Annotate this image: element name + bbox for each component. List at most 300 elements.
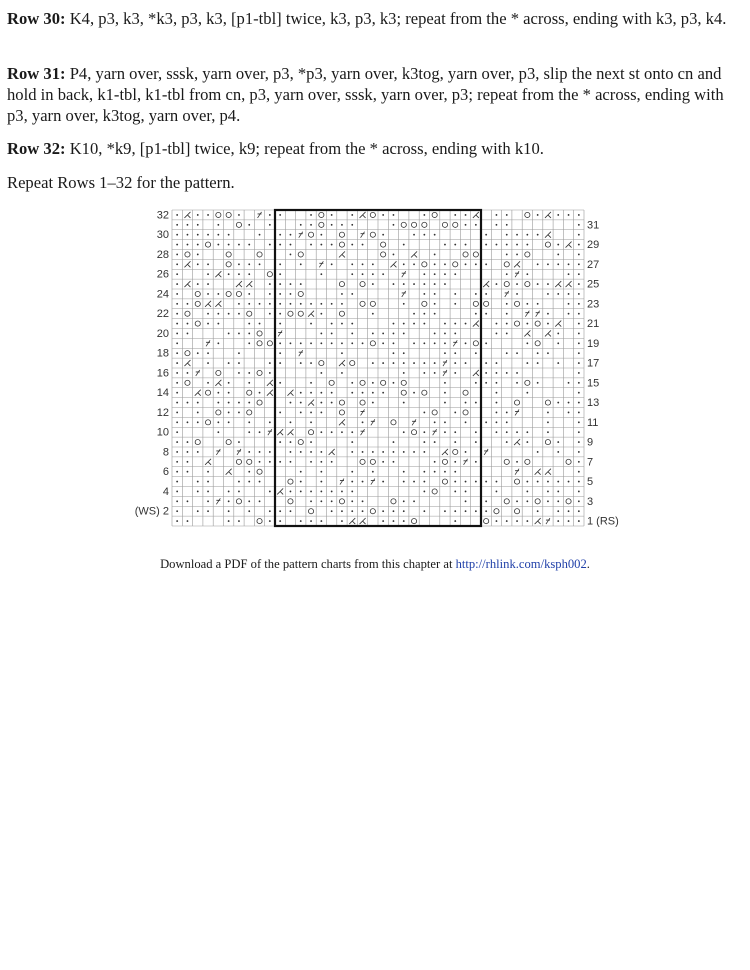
purl-dot-mark <box>547 313 549 315</box>
purl-dot-mark <box>331 323 333 325</box>
purl-dot-mark <box>423 451 425 453</box>
purl-dot-mark <box>279 510 281 512</box>
purl-dot-mark <box>496 224 498 226</box>
purl-dot-mark <box>269 451 271 453</box>
purl-dot-mark <box>248 224 250 226</box>
purl-dot-mark <box>372 273 374 275</box>
purl-dot-mark <box>413 313 415 315</box>
purl-dot-mark <box>176 283 178 285</box>
purl-dot-mark <box>217 234 219 236</box>
purl-dot-mark <box>496 323 498 325</box>
purl-dot-mark <box>320 491 322 493</box>
purl-dot-mark <box>228 520 230 522</box>
purl-dot-mark <box>300 342 302 344</box>
purl-dot-mark <box>228 382 230 384</box>
purl-dot-mark <box>300 412 302 414</box>
purl-dot-mark <box>300 263 302 265</box>
purl-dot-mark <box>496 392 498 394</box>
purl-dot-mark <box>351 510 353 512</box>
purl-dot-mark <box>310 303 312 305</box>
row-label-right: 25 <box>587 278 600 291</box>
purl-dot-mark <box>176 491 178 493</box>
purl-dot-mark <box>176 254 178 256</box>
purl-dot-mark <box>475 313 477 315</box>
purl-dot-mark <box>578 254 580 256</box>
purl-dot-mark <box>557 214 559 216</box>
purl-dot-mark <box>506 421 508 423</box>
purl-dot-mark <box>423 293 425 295</box>
row-text: K10, *k9, [p1-tbl] twice, k9; repeat from the * across, ending with k10. <box>65 139 544 158</box>
purl-dot-mark <box>310 491 312 493</box>
purl-dot-mark <box>187 323 189 325</box>
purl-dot-mark <box>434 461 436 463</box>
purl-dot-mark <box>269 224 271 226</box>
purl-dot-mark <box>578 500 580 502</box>
purl-dot-mark <box>382 392 384 394</box>
purl-dot-mark <box>557 293 559 295</box>
purl-dot-mark <box>506 224 508 226</box>
purl-dot-mark <box>434 293 436 295</box>
purl-dot-mark <box>578 510 580 512</box>
purl-dot-mark <box>403 303 405 305</box>
purl-dot-mark <box>444 323 446 325</box>
purl-dot-mark <box>393 382 395 384</box>
purl-dot-mark <box>300 471 302 473</box>
purl-dot-mark <box>485 481 487 483</box>
purl-dot-mark <box>217 244 219 246</box>
purl-dot-mark <box>413 451 415 453</box>
row-label-left: 18 <box>156 347 169 360</box>
purl-dot-mark <box>496 402 498 404</box>
purl-dot-mark <box>176 510 178 512</box>
purl-dot-mark <box>279 342 281 344</box>
purl-dot-mark <box>434 421 436 423</box>
purl-dot-mark <box>578 520 580 522</box>
purl-dot-mark <box>578 352 580 354</box>
purl-dot-mark <box>465 510 467 512</box>
purl-dot-mark <box>197 510 199 512</box>
purl-dot-mark <box>176 372 178 374</box>
purl-dot-mark <box>238 402 240 404</box>
purl-dot-mark <box>197 234 199 236</box>
purl-dot-mark <box>176 500 178 502</box>
purl-dot-mark <box>413 283 415 285</box>
purl-dot-mark <box>454 481 456 483</box>
purl-dot-mark <box>290 293 292 295</box>
purl-dot-mark <box>259 481 261 483</box>
row-label-left: 8 <box>162 446 169 459</box>
purl-dot-mark <box>279 412 281 414</box>
purl-dot-mark <box>423 510 425 512</box>
purl-dot-mark <box>506 273 508 275</box>
row-label: Row 30: <box>7 9 66 28</box>
purl-dot-mark <box>516 254 518 256</box>
purl-dot-mark <box>372 313 374 315</box>
purl-dot-mark <box>320 412 322 414</box>
purl-dot-mark <box>496 214 498 216</box>
purl-dot-mark <box>310 520 312 522</box>
purl-dot-mark <box>248 333 250 335</box>
purl-dot-mark <box>187 500 189 502</box>
purl-dot-mark <box>187 520 189 522</box>
purl-dot-mark <box>496 244 498 246</box>
purl-dot-mark <box>310 342 312 344</box>
purl-dot-mark <box>228 491 230 493</box>
purl-dot-mark <box>506 214 508 216</box>
row-label-right: 19 <box>587 337 600 350</box>
purl-dot-mark <box>351 481 353 483</box>
purl-dot-mark <box>413 392 415 394</box>
purl-dot-mark <box>176 293 178 295</box>
purl-dot-mark <box>351 244 353 246</box>
row-label-right: 5 <box>587 476 594 489</box>
purl-dot-mark <box>248 273 250 275</box>
purl-dot-mark <box>269 293 271 295</box>
purl-dot-mark <box>537 283 539 285</box>
purl-dot-mark <box>279 441 281 443</box>
purl-dot-mark <box>279 323 281 325</box>
purl-dot-mark <box>248 263 250 265</box>
purl-dot-mark <box>320 431 322 433</box>
purl-dot-mark <box>578 372 580 374</box>
purl-dot-mark <box>279 244 281 246</box>
purl-dot-mark <box>351 392 353 394</box>
purl-dot-mark <box>279 461 281 463</box>
purl-dot-mark <box>506 303 508 305</box>
purl-dot-mark <box>341 303 343 305</box>
purl-dot-mark <box>362 392 364 394</box>
purl-dot-mark <box>269 421 271 423</box>
purl-dot-mark <box>197 244 199 246</box>
purl-dot-mark <box>187 244 189 246</box>
purl-dot-mark <box>238 520 240 522</box>
purl-dot-mark <box>526 392 528 394</box>
purl-dot-mark <box>269 510 271 512</box>
purl-dot-mark <box>207 263 209 265</box>
purl-dot-mark <box>547 352 549 354</box>
purl-dot-mark <box>300 362 302 364</box>
purl-dot-mark <box>434 313 436 315</box>
purl-dot-mark <box>259 263 261 265</box>
purl-dot-mark <box>496 431 498 433</box>
purl-dot-mark <box>423 372 425 374</box>
row-label-left: 24 <box>156 288 169 301</box>
purl-dot-mark <box>413 362 415 364</box>
purl-dot-mark <box>454 293 456 295</box>
purl-dot-mark <box>238 372 240 374</box>
purl-dot-mark <box>578 244 580 246</box>
purl-dot-mark <box>320 392 322 394</box>
purl-dot-mark <box>475 263 477 265</box>
purl-dot-mark <box>382 342 384 344</box>
purl-dot-mark <box>290 283 292 285</box>
purl-dot-mark <box>485 500 487 502</box>
purl-dot-mark <box>176 333 178 335</box>
purl-dot-mark <box>207 293 209 295</box>
purl-dot-mark <box>238 352 240 354</box>
purl-dot-mark <box>176 441 178 443</box>
purl-dot-mark <box>434 273 436 275</box>
purl-dot-mark <box>238 412 240 414</box>
purl-dot-mark <box>320 234 322 236</box>
purl-dot-mark <box>176 471 178 473</box>
purl-dot-mark <box>496 283 498 285</box>
purl-dot-mark <box>403 471 405 473</box>
purl-dot-mark <box>444 382 446 384</box>
purl-dot-mark <box>320 333 322 335</box>
purl-dot-mark <box>228 421 230 423</box>
purl-dot-mark <box>290 421 292 423</box>
purl-dot-mark <box>568 510 570 512</box>
purl-dot-mark <box>578 451 580 453</box>
purl-dot-mark <box>248 382 250 384</box>
purl-dot-mark <box>547 323 549 325</box>
purl-dot-mark <box>207 313 209 315</box>
purl-dot-mark <box>413 234 415 236</box>
purl-dot-mark <box>279 520 281 522</box>
purl-dot-mark <box>568 313 570 315</box>
purl-dot-mark <box>331 342 333 344</box>
purl-dot-mark <box>403 510 405 512</box>
purl-dot-mark <box>248 500 250 502</box>
purl-dot-mark <box>444 263 446 265</box>
purl-dot-mark <box>176 342 178 344</box>
purl-dot-mark <box>423 234 425 236</box>
purl-dot-mark <box>403 451 405 453</box>
purl-dot-mark <box>496 362 498 364</box>
purl-dot-mark <box>362 500 364 502</box>
row-label-right: 27 <box>587 258 600 271</box>
row-label-right: 13 <box>587 397 600 410</box>
purl-dot-mark <box>578 323 580 325</box>
purl-dot-mark <box>259 234 261 236</box>
purl-dot-mark <box>248 481 250 483</box>
row-label: Row 32: <box>7 139 66 158</box>
row-label-left: 28 <box>156 248 169 261</box>
purl-dot-mark <box>207 481 209 483</box>
purl-dot-mark <box>310 323 312 325</box>
purl-dot-mark <box>393 214 395 216</box>
purl-dot-mark <box>403 323 405 325</box>
purl-dot-mark <box>300 491 302 493</box>
purl-dot-mark <box>331 263 333 265</box>
purl-dot-mark <box>217 392 219 394</box>
purl-dot-mark <box>351 491 353 493</box>
purl-dot-mark <box>423 323 425 325</box>
purl-dot-mark <box>434 254 436 256</box>
purl-dot-mark <box>454 510 456 512</box>
purl-dot-mark <box>300 224 302 226</box>
purl-dot-mark <box>269 520 271 522</box>
row-30-instruction <box>7 8 745 29</box>
purl-dot-mark <box>351 500 353 502</box>
purl-dot-mark <box>351 333 353 335</box>
purl-dot-mark <box>351 342 353 344</box>
purl-dot-mark <box>279 283 281 285</box>
purl-dot-mark <box>197 214 199 216</box>
purl-dot-mark <box>207 500 209 502</box>
purl-dot-mark <box>279 382 281 384</box>
purl-dot-mark <box>300 303 302 305</box>
purl-dot-mark <box>578 293 580 295</box>
purl-dot-mark <box>485 382 487 384</box>
purl-dot-mark <box>578 283 580 285</box>
purl-dot-mark <box>454 441 456 443</box>
purl-dot-mark <box>578 421 580 423</box>
purl-dot-mark <box>341 293 343 295</box>
purl-dot-mark <box>465 224 467 226</box>
purl-dot-mark <box>547 481 549 483</box>
purl-dot-mark <box>475 481 477 483</box>
purl-dot-mark <box>506 520 508 522</box>
purl-dot-mark <box>279 273 281 275</box>
purl-dot-mark <box>259 323 261 325</box>
purl-dot-mark <box>362 244 364 246</box>
purl-dot-mark <box>423 431 425 433</box>
purl-dot-mark <box>403 372 405 374</box>
purl-dot-mark <box>290 244 292 246</box>
purl-dot-mark <box>248 421 250 423</box>
purl-dot-mark <box>187 441 189 443</box>
purl-dot-mark <box>578 461 580 463</box>
purl-dot-mark <box>269 372 271 374</box>
purl-dot-mark <box>434 372 436 374</box>
purl-dot-mark <box>197 481 199 483</box>
purl-dot-mark <box>259 461 261 463</box>
purl-dot-mark <box>351 451 353 453</box>
purl-dot-mark <box>248 303 250 305</box>
purl-dot-mark <box>279 352 281 354</box>
purl-dot-mark <box>537 451 539 453</box>
row-label-left: 32 <box>156 209 169 222</box>
purl-dot-mark <box>310 362 312 364</box>
row-label-left: 22 <box>156 308 169 321</box>
purl-dot-mark <box>382 510 384 512</box>
pdf-download-link[interactable]: http://rhlink.com/ksph002 <box>455 557 587 571</box>
purl-dot-mark <box>351 293 353 295</box>
purl-dot-mark <box>341 372 343 374</box>
purl-dot-mark <box>393 461 395 463</box>
purl-dot-mark <box>362 273 364 275</box>
purl-dot-mark <box>269 461 271 463</box>
purl-dot-mark <box>423 214 425 216</box>
purl-dot-mark <box>526 491 528 493</box>
purl-dot-mark <box>547 500 549 502</box>
purl-dot-mark <box>496 372 498 374</box>
purl-dot-mark <box>578 491 580 493</box>
purl-dot-mark <box>197 352 199 354</box>
purl-dot-mark <box>382 234 384 236</box>
purl-dot-mark <box>393 283 395 285</box>
purl-dot-mark <box>331 461 333 463</box>
row-label-right: 17 <box>587 357 600 370</box>
row-label-right: 3 <box>587 495 594 508</box>
purl-dot-mark <box>526 520 528 522</box>
chart-background <box>130 204 630 540</box>
purl-dot-mark <box>506 313 508 315</box>
purl-dot-mark <box>557 481 559 483</box>
purl-dot-mark <box>176 303 178 305</box>
purl-dot-mark <box>465 263 467 265</box>
purl-dot-mark <box>197 263 199 265</box>
purl-dot-mark <box>444 510 446 512</box>
purl-dot-mark <box>176 313 178 315</box>
purl-dot-mark <box>434 283 436 285</box>
row-label-right: 23 <box>587 298 600 311</box>
purl-dot-mark <box>506 431 508 433</box>
purl-dot-mark <box>269 283 271 285</box>
purl-dot-mark <box>526 441 528 443</box>
purl-dot-mark <box>465 491 467 493</box>
purl-dot-mark <box>176 461 178 463</box>
purl-dot-mark <box>393 333 395 335</box>
purl-dot-mark <box>351 431 353 433</box>
purl-dot-mark <box>228 402 230 404</box>
purl-dot-mark <box>526 244 528 246</box>
purl-dot-mark <box>578 392 580 394</box>
purl-dot-mark <box>269 362 271 364</box>
purl-dot-mark <box>290 254 292 256</box>
purl-dot-mark <box>578 481 580 483</box>
purl-dot-mark <box>331 333 333 335</box>
purl-dot-mark <box>475 402 477 404</box>
purl-dot-mark <box>197 402 199 404</box>
purl-dot-mark <box>217 431 219 433</box>
purl-dot-mark <box>176 520 178 522</box>
purl-dot-mark <box>465 362 467 364</box>
purl-dot-mark <box>197 421 199 423</box>
purl-dot-mark <box>423 362 425 364</box>
purl-dot-mark <box>228 392 230 394</box>
purl-dot-mark <box>362 451 364 453</box>
purl-dot-mark <box>310 451 312 453</box>
purl-dot-mark <box>516 293 518 295</box>
purl-dot-mark <box>187 421 189 423</box>
purl-dot-mark <box>496 382 498 384</box>
purl-dot-mark <box>217 342 219 344</box>
purl-dot-mark <box>393 342 395 344</box>
purl-dot-mark <box>578 431 580 433</box>
purl-dot-mark <box>578 402 580 404</box>
purl-dot-mark <box>382 214 384 216</box>
purl-dot-mark <box>176 244 178 246</box>
purl-dot-mark <box>320 244 322 246</box>
purl-dot-mark <box>465 244 467 246</box>
purl-dot-mark <box>568 214 570 216</box>
purl-dot-mark <box>454 431 456 433</box>
purl-dot-mark <box>526 323 528 325</box>
purl-dot-mark <box>454 323 456 325</box>
purl-dot-mark <box>207 382 209 384</box>
purl-dot-mark <box>217 323 219 325</box>
purl-dot-mark <box>465 500 467 502</box>
purl-dot-mark <box>331 510 333 512</box>
purl-dot-mark <box>238 303 240 305</box>
purl-dot-mark <box>176 224 178 226</box>
purl-dot-mark <box>516 500 518 502</box>
purl-dot-mark <box>537 510 539 512</box>
purl-dot-mark <box>372 451 374 453</box>
purl-dot-mark <box>351 214 353 216</box>
purl-dot-mark <box>413 342 415 344</box>
purl-dot-mark <box>547 421 549 423</box>
purl-dot-mark <box>259 392 261 394</box>
purl-dot-mark <box>423 441 425 443</box>
purl-dot-mark <box>475 293 477 295</box>
purl-dot-mark <box>393 362 395 364</box>
purl-dot-mark <box>444 283 446 285</box>
purl-dot-mark <box>506 412 508 414</box>
